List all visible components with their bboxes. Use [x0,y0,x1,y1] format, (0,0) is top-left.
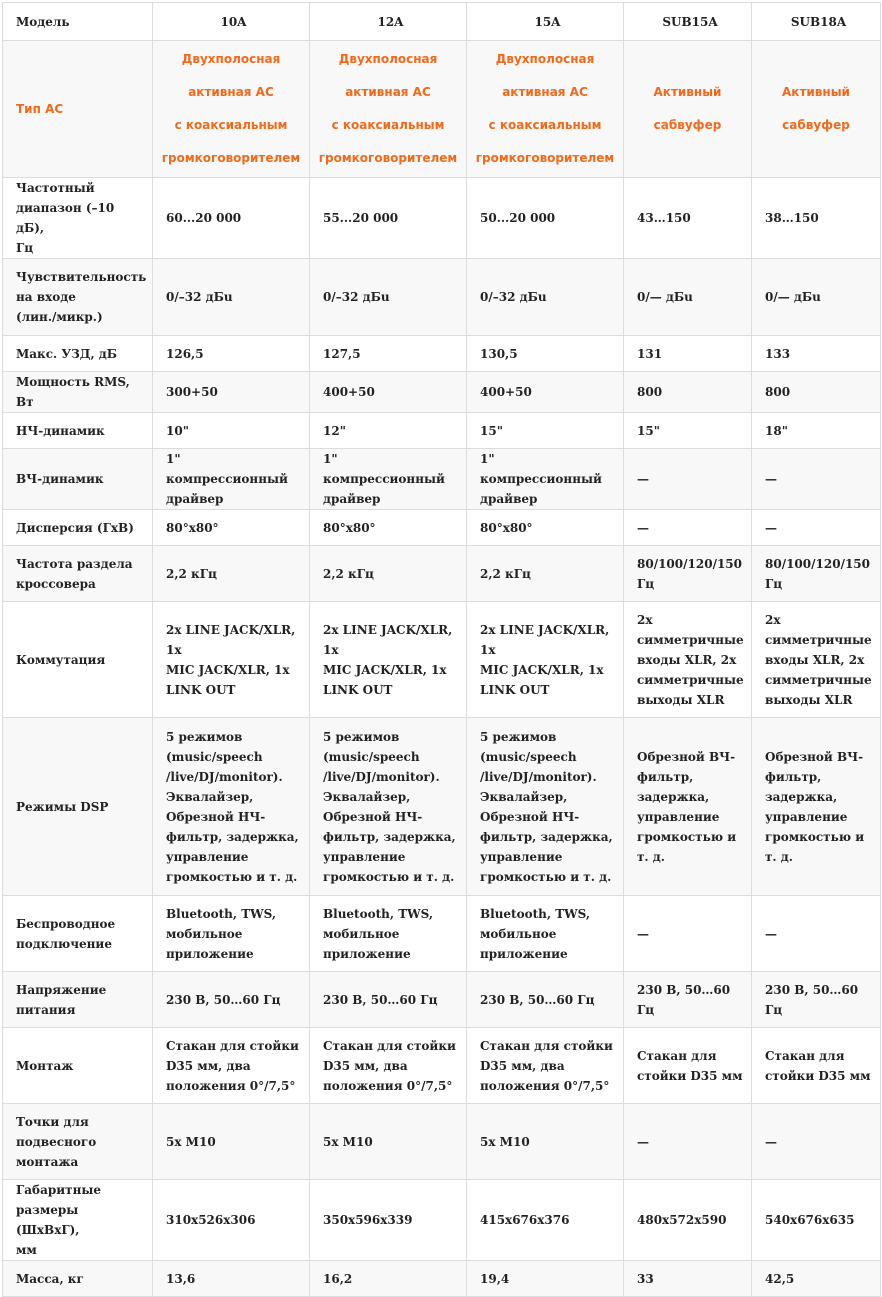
table-cell: 0/— дБu [752,259,881,336]
table-cell: 415x676x376 [467,1180,624,1261]
type-row [3,41,881,178]
table-cell: 127,5 [310,336,467,372]
table-row [3,718,881,896]
table-row [3,413,881,449]
row-label: Точки для подвесного монтажа [3,1104,153,1180]
table-cell: — [752,1104,881,1180]
type-cell: Активный сабвуфер [624,41,752,178]
table-cell: 400+50 [310,372,467,413]
table-cell: 230 В, 50…60 Гц [153,972,310,1028]
table-cell: Стакан для стойки D35 мм, два положения 0°/7,5° [310,1028,467,1104]
row-label: Габаритные размеры (ШxВxГ), мм [3,1180,153,1261]
table-cell: Bluetooth, TWS, мобильное приложение [153,896,310,972]
table-row [3,510,881,546]
table-cell: 2x симметричные входы XLR, 2x симметричные выходы XLR [624,602,752,718]
table-cell: 5 режимов (music/speech /live/DJ/monitor). Эквалайзер, Обрезной НЧ- фильтр, задержка, управление громкостью и т. д. [310,718,467,896]
table-cell: — [752,896,881,972]
row-label: Частотный диапазон (–10 дБ), Гц [3,178,153,259]
table-cell: 15" [624,413,752,449]
table-cell: Bluetooth, TWS, мобильное приложение [467,896,624,972]
row-label: Дисперсия (ГхВ) [3,510,153,546]
table-cell: 230 В, 50…60 Гц [310,972,467,1028]
row-label: Напряжение питания [3,972,153,1028]
table-cell: 310x526x306 [153,1180,310,1261]
row-label: Чувствительность на входе (лин./микр.) [3,259,153,336]
table-cell: 800 [752,372,881,413]
table-cell: — [752,510,881,546]
table-cell: 230 В, 50…60 Гц [624,972,752,1028]
table-cell: 230 В, 50…60 Гц [467,972,624,1028]
table-cell: 5x M10 [310,1104,467,1180]
table-cell: 80/100/120/150 Гц [624,546,752,602]
table-cell: 480x572x590 [624,1180,752,1261]
model-header: 15A [467,3,624,41]
table-cell: 33 [624,1261,752,1297]
table-cell: 0/— дБu [624,259,752,336]
table-cell: 133 [752,336,881,372]
table-cell: 5x M10 [467,1104,624,1180]
table-cell: 80°x80° [467,510,624,546]
table-cell: Стакан для стойки D35 мм [752,1028,881,1104]
table-row [3,178,881,259]
type-cell: Двухполосная активная АС с коаксиальным громкоговорителем [467,41,624,178]
table-row [3,372,881,413]
table-cell: Обрезной ВЧ- фильтр, задержка, управление громкостью и т. д. [624,718,752,896]
table-cell: 18" [752,413,881,449]
table-cell: — [624,1104,752,1180]
table-cell: 126,5 [153,336,310,372]
table-cell: 42,5 [752,1261,881,1297]
table-cell: 43…150 [624,178,752,259]
table-cell: 400+50 [467,372,624,413]
row-label: Макс. УЗД, дБ [3,336,153,372]
table-cell: — [624,449,752,510]
row-label: Тип АС [3,41,153,178]
table-row [3,449,881,510]
table-cell: 540x676x635 [752,1180,881,1261]
table-row [3,259,881,336]
model-header: 12A [310,3,467,41]
table-cell: 60...20 000 [153,178,310,259]
table-cell: 0/–32 дБu [310,259,467,336]
table-cell: Стакан для стойки D35 мм, два положения 0°/7,5° [467,1028,624,1104]
type-cell: Двухполосная активная АС с коаксиальным громкоговорителем [153,41,310,178]
table-cell: 15" [467,413,624,449]
header-label: Модель [3,3,153,41]
table-cell: 5x M10 [153,1104,310,1180]
table-row [3,546,881,602]
type-cell: Активный сабвуфер [752,41,881,178]
row-label: ВЧ-динамик [3,449,153,510]
table-cell: Стакан для стойки D35 мм, два положения 0°/7,5° [153,1028,310,1104]
table-row [3,972,881,1028]
table-cell: — [752,449,881,510]
row-label: Монтаж [3,1028,153,1104]
table-cell: Обрезной ВЧ- фильтр, задержка, управление громкостью и т. д. [752,718,881,896]
type-cell: Двухполосная активная АС с коаксиальным громкоговорителем [310,41,467,178]
table-cell: 1" компрессионный драйвер [467,449,624,510]
table-cell: 230 В, 50…60 Гц [752,972,881,1028]
table-cell: 55...20 000 [310,178,467,259]
model-header: SUB18A [752,3,881,41]
table-cell: 12" [310,413,467,449]
row-label: Мощность RMS, Вт [3,372,153,413]
table-cell: 16,2 [310,1261,467,1297]
table-row [3,1180,881,1261]
table-row [3,1028,881,1104]
table-cell: 2x LINE JACK/XLR, 1x MIC JACK/XLR, 1x LINK OUT [310,602,467,718]
spec-table [2,2,881,1297]
table-cell: 1" компрессионный драйвер [153,449,310,510]
row-label: Беспроводное подключение [3,896,153,972]
table-cell: 0/–32 дБu [153,259,310,336]
table-row [3,602,881,718]
table-cell: 5 режимов (music/speech /live/DJ/monitor). Эквалайзер, Обрезной НЧ- фильтр, задержка, управление громкостью и т. д. [153,718,310,896]
table-row [3,336,881,372]
table-row [3,1104,881,1180]
table-cell: 131 [624,336,752,372]
table-cell: 0/–32 дБu [467,259,624,336]
model-header: 10A [153,3,310,41]
table-cell: 350x596x339 [310,1180,467,1261]
table-cell: Стакан для стойки D35 мм [624,1028,752,1104]
table-cell: 80°x80° [310,510,467,546]
row-label: Масса, кг [3,1261,153,1297]
table-cell: 19,4 [467,1261,624,1297]
row-label: Коммутация [3,602,153,718]
table-cell: 2,2 кГц [310,546,467,602]
table-cell: 130,5 [467,336,624,372]
table-cell: 2x симметричные входы XLR, 2x симметричные выходы XLR [752,602,881,718]
table-row [3,896,881,972]
row-label: НЧ-динамик [3,413,153,449]
table-cell: 50...20 000 [467,178,624,259]
table-cell: 5 режимов (music/speech /live/DJ/monitor). Эквалайзер, Обрезной НЧ- фильтр, задержка, управление громкостью и т. д. [467,718,624,896]
table-cell: — [624,896,752,972]
table-cell: 38…150 [752,178,881,259]
table-cell: 80°x80° [153,510,310,546]
table-cell: 2x LINE JACK/XLR, 1x MIC JACK/XLR, 1x LINK OUT [153,602,310,718]
model-header: SUB15A [624,3,752,41]
table-row [3,1261,881,1297]
table-cell: 13,6 [153,1261,310,1297]
table-cell: Bluetooth, TWS, мобильное приложение [310,896,467,972]
table-cell: — [624,510,752,546]
table-cell: 80/100/120/150 Гц [752,546,881,602]
table-cell: 10" [153,413,310,449]
table-cell: 1" компрессионный драйвер [310,449,467,510]
row-label: Режимы DSP [3,718,153,896]
table-cell: 2,2 кГц [467,546,624,602]
header-row [3,3,881,41]
row-label: Частота раздела кроссовера [3,546,153,602]
table-cell: 2,2 кГц [153,546,310,602]
table-cell: 300+50 [153,372,310,413]
table-cell: 800 [624,372,752,413]
table-cell: 2x LINE JACK/XLR, 1x MIC JACK/XLR, 1x LINK OUT [467,602,624,718]
